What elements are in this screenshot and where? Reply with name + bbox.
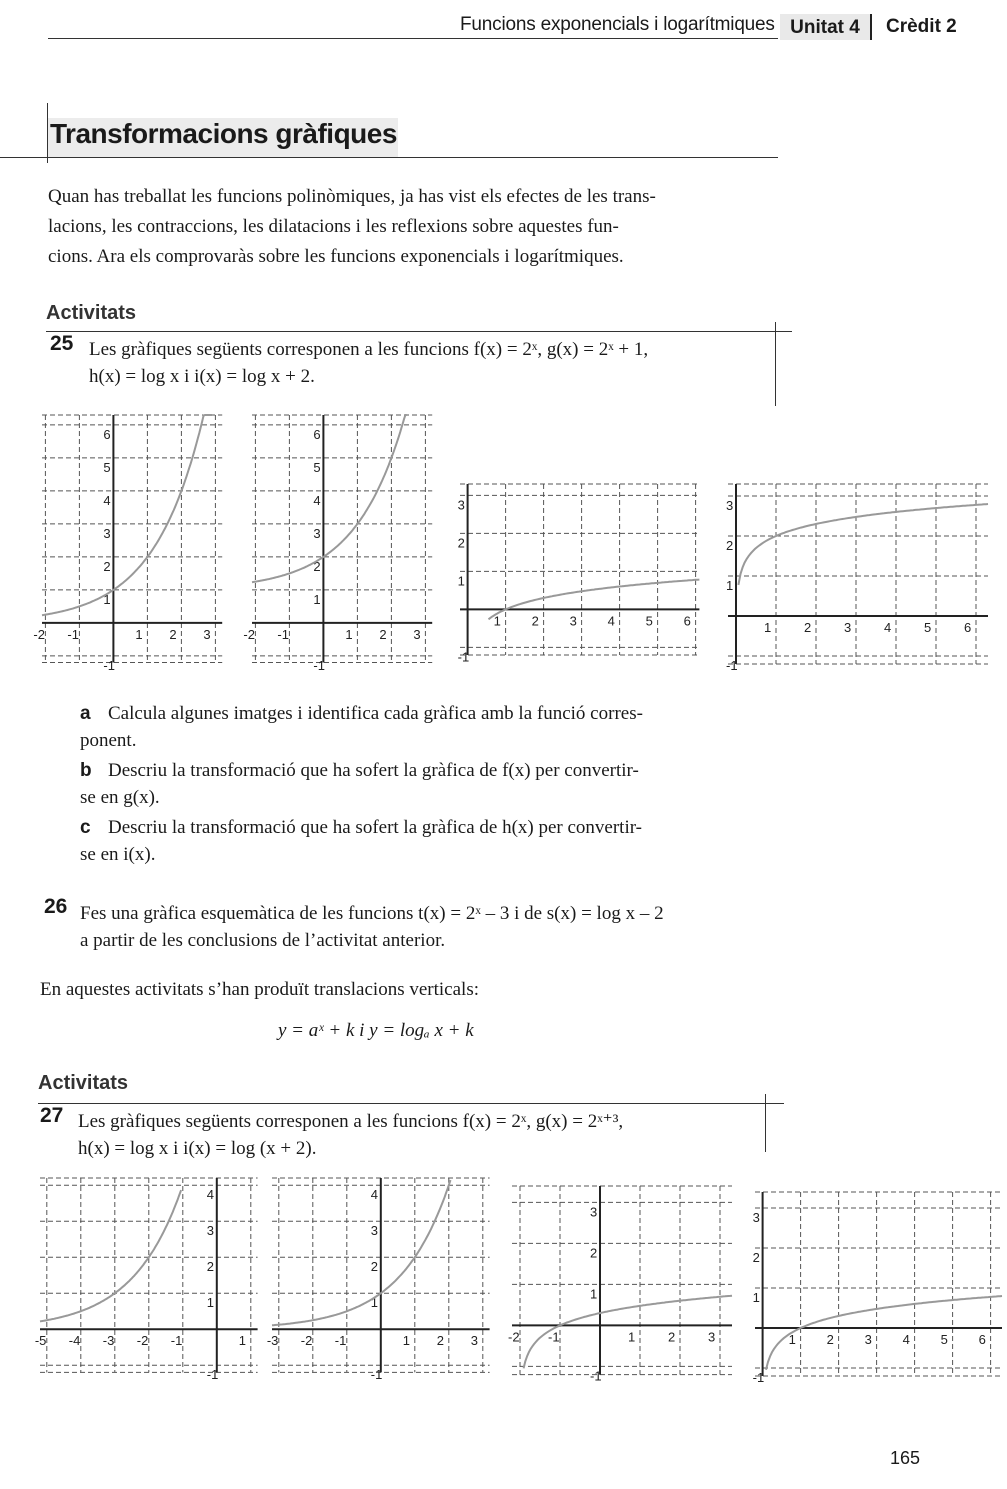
y-tick-label: 1 xyxy=(206,1295,215,1311)
graph-logarithm xyxy=(752,1192,995,1385)
subitem-c xyxy=(80,814,780,868)
x-tick-label: -3 xyxy=(266,1333,279,1349)
y-tick-label: 1 xyxy=(103,591,111,607)
summary-text: En aquestes activitats s’han produït translacions verticals: xyxy=(40,979,479,1000)
graph-logarithm-left-shift xyxy=(508,1186,732,1384)
subitem-b xyxy=(80,757,780,811)
y-tick-label: 2 xyxy=(752,1250,760,1265)
x-tick-label: 2 xyxy=(379,626,387,642)
x-tick-label: 6 xyxy=(978,1332,986,1347)
y-tick-label: -1 xyxy=(457,649,470,665)
x-tick-label: 1 xyxy=(493,613,501,629)
x-tick-label: 2 xyxy=(169,626,177,642)
y-tick-label: 3 xyxy=(370,1223,379,1239)
activity-number: 25 xyxy=(50,332,74,355)
y-tick-label: 2 xyxy=(103,558,111,574)
y-tick-label: 6 xyxy=(103,426,111,442)
x-tick-label: 3 xyxy=(864,1332,872,1347)
x-tick-label: -5 xyxy=(34,1333,47,1349)
activity-number: 26 xyxy=(44,895,68,918)
x-tick-label: -2 xyxy=(508,1329,520,1345)
y-tick-label: -1 xyxy=(103,657,115,673)
function-curve xyxy=(272,1180,451,1325)
x-tick-label: 1 xyxy=(402,1333,411,1349)
y-tick-label: 2 xyxy=(313,558,321,574)
activity-26-line: a partir de les conclusions de l’activitat anterior. xyxy=(80,930,446,951)
summary-formula: y = aˣ + k i y = logₐ x + k xyxy=(278,1020,474,1041)
y-tick-label: 3 xyxy=(206,1223,215,1239)
y-tick-label: 4 xyxy=(370,1187,379,1203)
graph-exponential-shifted xyxy=(243,415,442,673)
y-tick-label: 4 xyxy=(206,1187,215,1203)
y-tick-label: 6 xyxy=(313,426,321,442)
y-tick-label: -1 xyxy=(313,657,325,673)
activity-27-line: h(x) = log x i i(x) = log (x + 2). xyxy=(78,1138,317,1159)
y-tick-label: 5 xyxy=(313,459,321,475)
graph-exponential xyxy=(33,415,232,673)
y-tick-label: 5 xyxy=(103,459,111,475)
y-tick-label: 3 xyxy=(590,1204,598,1220)
y-tick-label: 4 xyxy=(313,492,321,508)
intro-line: lacions, les contraccions, les dilatacions i les reflexions sobre aquestes fun- xyxy=(48,216,619,237)
x-tick-label: -1 xyxy=(67,626,79,642)
x-tick-label: 3 xyxy=(844,620,852,635)
subitem-line: Calcula algunes imatges i identifica cada gràfica amb la funció corres- xyxy=(108,703,643,724)
x-tick-label: 4 xyxy=(884,620,892,635)
graph-logarithm xyxy=(457,484,705,665)
header-rule xyxy=(48,38,778,39)
x-tick-label: -2 xyxy=(243,626,255,642)
x-tick-label: 3 xyxy=(569,613,577,629)
section-title-vertical-rule xyxy=(47,103,48,163)
subitem-line: Descriu la transformació que ha sofert la gràfica de f(x) per convertir- xyxy=(108,760,639,781)
x-tick-label: 6 xyxy=(964,620,972,635)
activity-26-text xyxy=(80,900,780,954)
header-unit-badge: Unitat 4 xyxy=(780,14,872,40)
x-tick-label: -1 xyxy=(334,1333,347,1349)
section-title-rule xyxy=(0,157,778,158)
y-tick-label: -1 xyxy=(726,658,738,673)
x-tick-label: 3 xyxy=(203,626,211,642)
y-tick-label: 1 xyxy=(313,591,321,607)
function-curve xyxy=(489,580,700,620)
x-tick-label: 4 xyxy=(902,1332,910,1347)
y-tick-label: -1 xyxy=(590,1368,602,1384)
x-tick-label: 5 xyxy=(924,620,932,635)
graph-exponential xyxy=(266,1178,487,1383)
x-tick-label: 2 xyxy=(436,1333,445,1349)
y-tick-label: 3 xyxy=(313,525,321,541)
y-tick-label: 1 xyxy=(726,578,734,593)
y-tick-label: -1 xyxy=(206,1367,219,1383)
x-tick-label: 3 xyxy=(413,626,421,642)
subitem-line: se en g(x). xyxy=(80,787,160,808)
x-tick-label: 1 xyxy=(238,1333,247,1349)
activity-25-text xyxy=(89,336,779,390)
activity-number: 27 xyxy=(40,1104,64,1127)
x-tick-label: 1 xyxy=(135,626,143,642)
x-tick-label: -1 xyxy=(548,1329,560,1345)
x-tick-label: -4 xyxy=(68,1333,81,1349)
subitem-a xyxy=(80,700,780,754)
y-tick-label: 2 xyxy=(206,1259,215,1275)
graph-logarithm-shifted xyxy=(726,484,993,673)
y-tick-label: 3 xyxy=(726,498,734,513)
activities-rule xyxy=(38,1103,784,1104)
header-title: Funcions exponencials i logarítmiques xyxy=(460,14,775,35)
y-tick-label: 3 xyxy=(752,1210,760,1225)
y-tick-label: 1 xyxy=(370,1295,379,1311)
y-tick-label: 2 xyxy=(726,538,734,553)
activities-heading: Activitats xyxy=(46,302,137,324)
y-tick-label: 2 xyxy=(457,535,465,551)
activity-25-subitems xyxy=(80,700,780,868)
x-tick-label: 6 xyxy=(683,613,691,629)
x-tick-label: -3 xyxy=(102,1333,115,1349)
function-curve xyxy=(40,1190,181,1321)
x-tick-label: 5 xyxy=(940,1332,948,1347)
x-tick-label: -2 xyxy=(136,1333,149,1349)
x-tick-label: 2 xyxy=(804,620,812,635)
x-tick-label: 3 xyxy=(708,1329,716,1345)
y-tick-label: -1 xyxy=(370,1367,383,1383)
graph-exponential-left-shift xyxy=(34,1178,265,1383)
x-tick-label: 2 xyxy=(531,613,539,629)
x-tick-label: 3 xyxy=(470,1333,479,1349)
x-tick-label: -2 xyxy=(33,626,45,642)
function-curve xyxy=(42,415,212,615)
y-tick-label: 3 xyxy=(103,525,111,541)
intro-line: Quan has treballat les funcions polinòmiques, ja has vist els efectes de les trans- xyxy=(48,186,656,207)
subitem-line: se en i(x). xyxy=(80,844,156,865)
subitem-letter: b xyxy=(80,760,92,781)
x-tick-label: 1 xyxy=(788,1332,796,1347)
intro-line: cions. Ara els comprovaràs sobre les funcions exponencials i logarítmiques. xyxy=(48,246,624,267)
activity-25-line: Les gràfiques següents corresponen a les funcions f(x) = 2ˣ, g(x) = 2ˣ + 1, xyxy=(89,339,649,360)
x-tick-label: 1 xyxy=(628,1329,636,1345)
function-curve xyxy=(766,1296,1002,1370)
section-title: Transformacions gràfiques xyxy=(50,118,397,149)
x-tick-label: 5 xyxy=(645,613,653,629)
subitem-line: Descriu la transformació que ha sofert la gràfica de h(x) per convertir- xyxy=(108,817,643,838)
activity-25-line: h(x) = log x i i(x) = log x + 2. xyxy=(89,366,315,387)
x-tick-label: -1 xyxy=(277,626,289,642)
y-tick-label: 1 xyxy=(590,1286,598,1302)
y-tick-label: -1 xyxy=(752,1370,765,1385)
x-tick-label: 4 xyxy=(607,613,615,629)
y-tick-label: 2 xyxy=(370,1259,379,1275)
subitem-letter: a xyxy=(80,703,91,724)
activity-27-line: Les gràfiques següents corresponen a les funcions f(x) = 2ˣ, g(x) = 2ˣ⁺³, xyxy=(78,1111,624,1132)
x-tick-label: 2 xyxy=(668,1329,676,1345)
x-tick-label: 2 xyxy=(826,1332,834,1347)
subitem-letter: c xyxy=(80,817,91,838)
y-tick-label: 2 xyxy=(590,1245,598,1261)
y-tick-label: 4 xyxy=(103,492,111,508)
activities-rule xyxy=(46,331,792,332)
activity-26-line: Fes una gràfica esquemàtica de les funcions t(x) = 2ˣ – 3 i de s(x) = log x – 2 xyxy=(80,903,664,924)
y-tick-label: 1 xyxy=(457,573,465,589)
x-tick-label: -2 xyxy=(300,1333,313,1349)
x-tick-label: 1 xyxy=(764,620,772,635)
intro-paragraph xyxy=(48,182,776,272)
x-tick-label: 1 xyxy=(345,626,353,642)
header-credit: Crèdit 2 xyxy=(886,16,957,37)
page-number: 165 xyxy=(890,1448,921,1468)
activities-heading: Activitats xyxy=(38,1072,129,1094)
activity-27-text xyxy=(78,1108,768,1162)
y-tick-label: 1 xyxy=(752,1290,760,1305)
x-tick-label: -1 xyxy=(170,1333,183,1349)
y-tick-label: 3 xyxy=(457,497,465,513)
subitem-line: ponent. xyxy=(80,730,137,751)
